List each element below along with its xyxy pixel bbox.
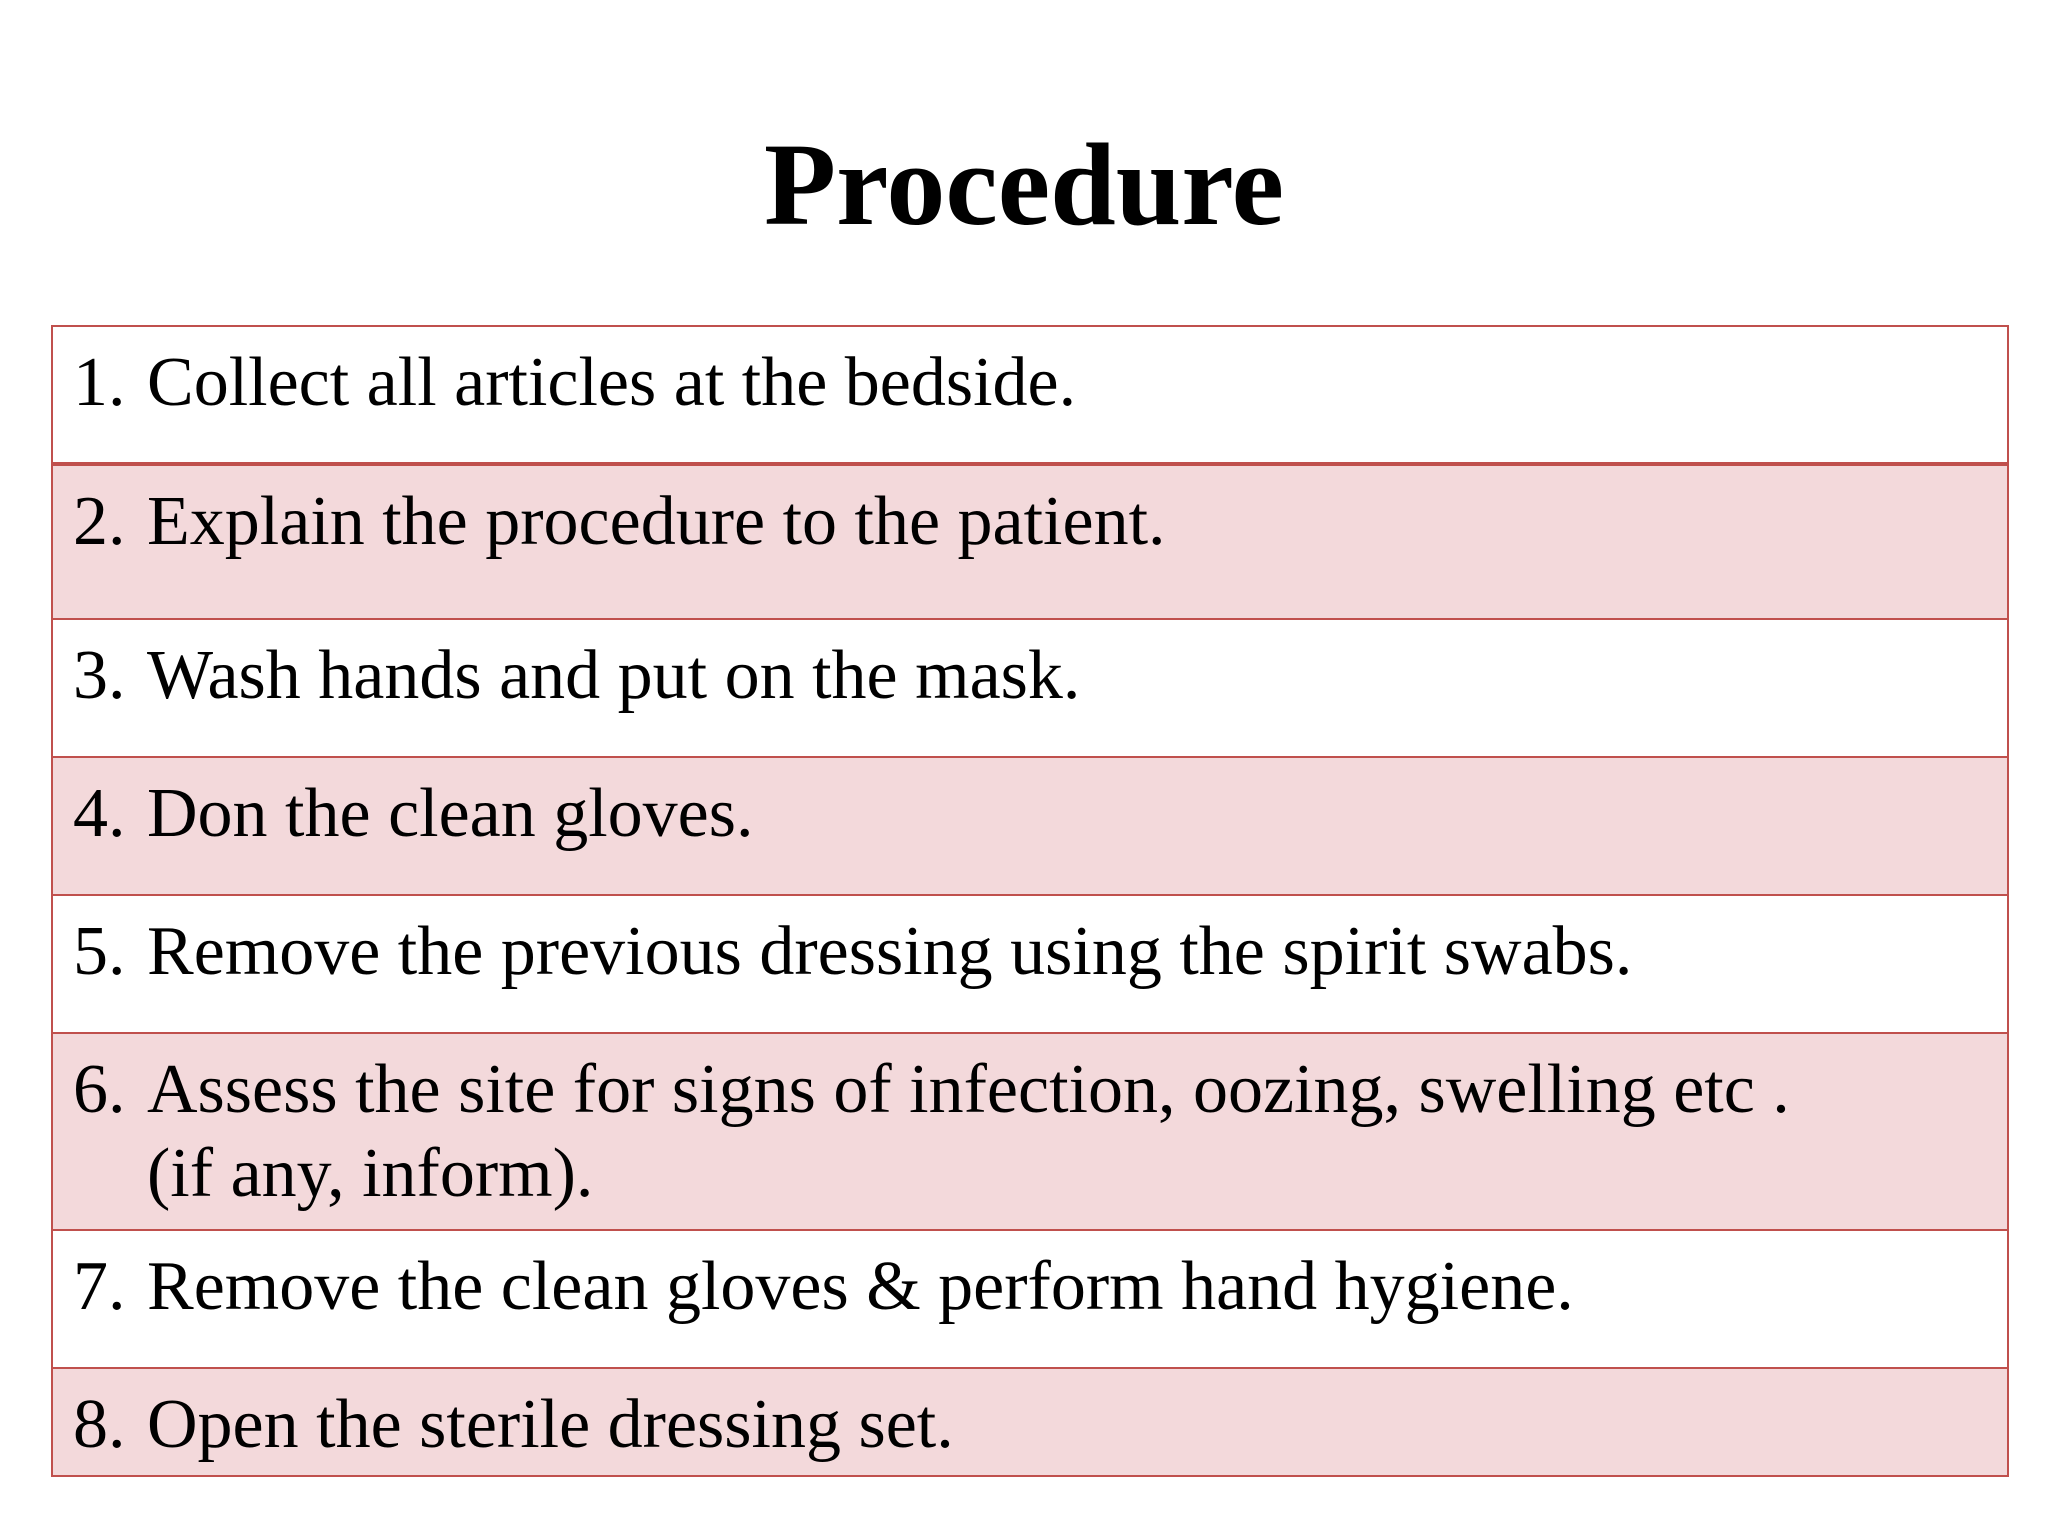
step-number: 8. xyxy=(73,1386,126,1463)
step-number: 4. xyxy=(73,775,126,852)
step-item xyxy=(73,1369,2007,1467)
step-number: 1. xyxy=(73,344,126,421)
step-number: 6. xyxy=(73,1051,126,1128)
step-row xyxy=(52,464,2008,619)
step-text xyxy=(147,1048,2007,1216)
step-number: 5. xyxy=(73,913,126,990)
step-cell xyxy=(52,1033,2008,1230)
step-item xyxy=(73,620,2007,718)
slide-title: Procedure xyxy=(764,119,1284,250)
step-text-line: Assess the site for signs of infection, oozing, swelling etc . xyxy=(147,1051,1790,1128)
step-text xyxy=(147,341,2007,425)
step-text xyxy=(147,772,2007,856)
step-row xyxy=(52,1368,2008,1476)
step-cell xyxy=(52,757,2008,895)
step-number: 2. xyxy=(73,483,126,560)
procedure-steps-table xyxy=(51,325,2009,1477)
step-text xyxy=(147,910,2007,994)
step-text-line: Remove the previous dressing using the spirit swabs. xyxy=(147,913,1633,990)
step-text-line: Wash hands and put on the mask. xyxy=(147,637,1081,714)
step-item xyxy=(73,327,2007,425)
step-number: 7. xyxy=(73,1248,126,1325)
step-item xyxy=(73,896,2007,994)
step-text xyxy=(147,1383,2007,1467)
step-item xyxy=(73,1231,2007,1329)
step-text xyxy=(147,480,2007,564)
step-cell xyxy=(52,1230,2008,1368)
step-text xyxy=(147,1245,2007,1329)
step-item xyxy=(73,758,2007,856)
step-item xyxy=(73,1034,2007,1216)
step-text-line: Remove the clean gloves & perform hand hygiene. xyxy=(147,1248,1574,1325)
step-cell xyxy=(52,619,2008,757)
step-text xyxy=(147,634,2007,718)
step-text-line: Explain the procedure to the patient. xyxy=(147,483,1166,560)
step-cell xyxy=(52,326,2008,464)
step-text-line: (if any, inform). xyxy=(147,1135,594,1212)
step-row xyxy=(52,1033,2008,1230)
step-row xyxy=(52,1230,2008,1368)
step-item xyxy=(73,466,2007,564)
step-text-line: Open the sterile dressing set. xyxy=(147,1386,954,1463)
step-row xyxy=(52,757,2008,895)
step-row xyxy=(52,619,2008,757)
step-row xyxy=(52,895,2008,1033)
step-text-line: Don the clean gloves. xyxy=(147,775,754,852)
step-row xyxy=(52,326,2008,464)
step-text-line: Collect all articles at the bedside. xyxy=(147,344,1077,421)
step-number: 3. xyxy=(73,637,126,714)
step-cell xyxy=(52,464,2008,619)
step-cell xyxy=(52,895,2008,1033)
step-cell xyxy=(52,1368,2008,1476)
